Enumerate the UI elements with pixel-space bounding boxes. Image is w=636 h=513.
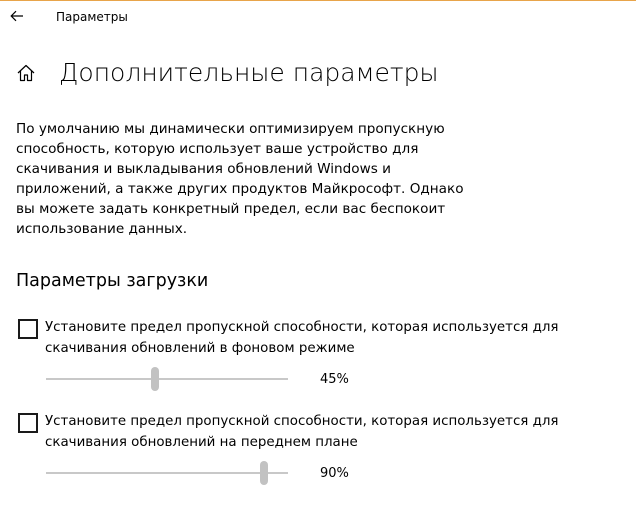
- home-icon: [16, 63, 36, 83]
- title-bar-accent: [0, 0, 636, 1]
- foreground-limit-checkbox[interactable]: [18, 413, 38, 433]
- slider-track: [46, 472, 288, 474]
- background-limit-checkbox[interactable]: [18, 319, 38, 339]
- foreground-limit-slider[interactable]: [46, 461, 288, 485]
- slider-track: [46, 378, 288, 380]
- app-title: Параметры: [56, 10, 128, 24]
- section-title-download: Параметры загрузки: [16, 271, 209, 291]
- description-text: По умолчанию мы динамически оптимизируем пропускную способность, которую использует ваше устройство для скачивания и выкладывания обновлений Windows и приложений, а также других продуктов Майкрософт. Однако вы можете задать конкретный предел, если вас беспокоит использование данных.: [16, 121, 464, 237]
- title-bar: [0, 0, 636, 33]
- background-limit-value: 45%: [320, 372, 349, 387]
- page-title: Дополнительные параметры: [59, 58, 439, 87]
- home-button[interactable]: [14, 61, 38, 85]
- slider-thumb[interactable]: [151, 367, 159, 391]
- foreground-limit-value: 90%: [320, 466, 349, 481]
- back-button[interactable]: [2, 2, 32, 30]
- slider-thumb[interactable]: [260, 461, 268, 485]
- background-limit-slider[interactable]: [46, 367, 288, 391]
- background-limit-label[interactable]: Установите предел пропускной способности, которая используется для скачивания обновлений в фоновом режиме: [45, 320, 559, 356]
- arrow-left-icon: [10, 10, 24, 22]
- foreground-limit-label[interactable]: Установите предел пропускной способности, которая используется для скачивания обновлений на переднем плане: [45, 414, 559, 450]
